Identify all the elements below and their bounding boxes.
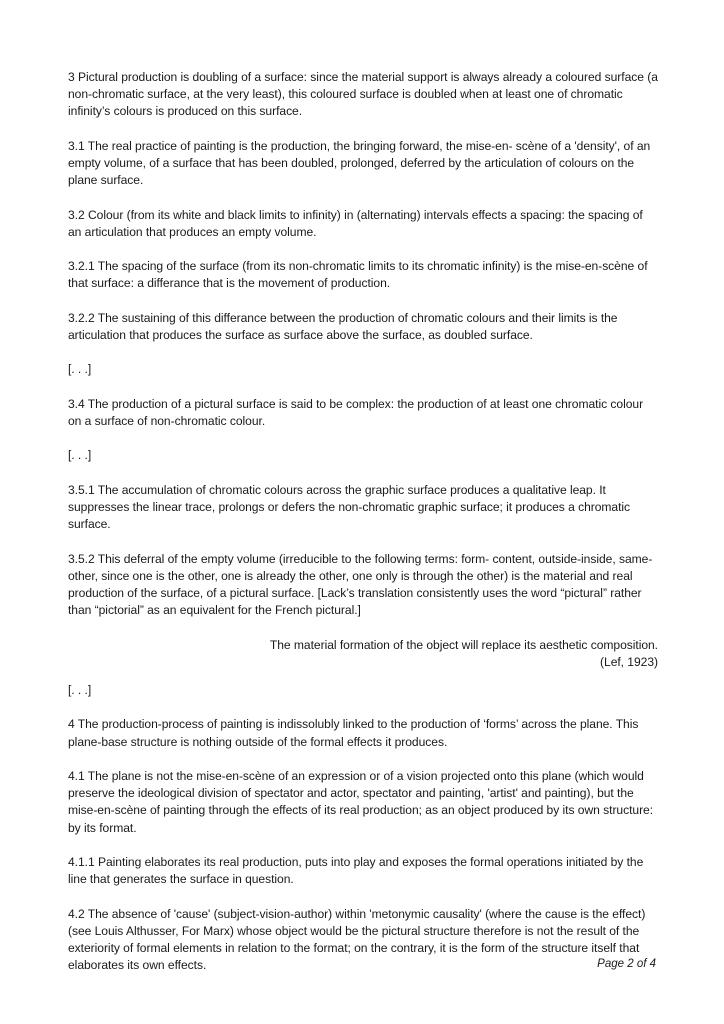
paragraph-3: 3 Pictural production is doubling of a surface: since the material support is always already a coloured surface (a non-chromatic surface, at the very least), this coloured surface is doubled when at least one of chromatic infinity’s colours is produced on this surface. (68, 70, 658, 119)
paragraph-3-2: 3.2 Colour (from its white and black limits to infinity) in (alternating) intervals effects a spacing: the spacing of an articulation that produces an empty volume. (68, 207, 643, 239)
epigraph-quote: The material formation of the object will replace its aesthetic composition. (269, 637, 658, 652)
paragraph-3-5-1: 3.5.1 The accumulation of chromatic colours across the graphic surface produces a qualitative leap. It suppresses the linear trace, prolongs or defers the non-chromatic graphic surface; it produces a chromatic surface. (68, 482, 631, 532)
ellipsis-3: [. . .] (68, 682, 92, 697)
paragraph-3-5-2: 3.5.2 This deferral of the empty volume (irreducible to the following terms: form- content, outside-inside, same-other, since one is the other, one is already the other, one only is through the other) is the material and real production of the surface, of a pictural surface. [Lack’s translation consistently uses the word “pictural” rather than “pictorial” as an equivalent for the French pictural.] (68, 551, 653, 618)
paragraph-3-2-2: 3.2.2 The sustaining of this differance between the production of chromatic colours and their limits is the articulation that produces the surface as surface above the surface, as doubled surface. (68, 310, 618, 342)
ellipsis-1: [. . .] (68, 362, 92, 377)
paragraph-4-2: 4.2 The absence of 'cause' (subject-vision-author) within 'metonymic causality' (where the cause is the effect) (see Louis Althusser, For Marx) whose object would be the pictural structure therefore is not the result of the exteriority of formal elements in relation to the format; on the contrary, it is the form of the structure itself that elaborates its own effects. (68, 906, 646, 973)
epigraph-block (68, 637, 658, 671)
paragraph-4: 4 The production-process of painting is indissolubly linked to the production of ‘forms’ across the plane. This plane-base structure is nothing outside of the formal effects it produces. (68, 717, 639, 749)
paragraph-3-4: 3.4 The production of a pictural surface is said to be complex: the production of at least one chromatic colour on a surface of non-chromatic colour. (68, 396, 644, 428)
document-body (68, 69, 658, 992)
paragraph-4-1: 4.1 The plane is not the mise-en-scène of an expression or of a vision projected onto this plane (which would preserve the ideological division of spectator and actor, spectator and painting, 'artist' and painting), but the mise-en-scène of painting through the effects of its real production; as an object produced by its own structure: by its format. (68, 768, 654, 835)
epigraph-source: (Lef, 1923) (600, 654, 658, 669)
ellipsis-2: [. . .] (68, 448, 92, 463)
page-number: Page 2 of 4 (597, 958, 656, 970)
paragraph-3-2-1: 3.2.1 The spacing of the surface (from its non-chromatic limits to its chromatic infinity) is the mise-en-scène of that surface: a differance that is the movement of production. (68, 259, 648, 291)
paragraph-4-1-1: 4.1.1 Painting elaborates its real production, puts into play and exposes the formal operations initiated by the line that generates the surface in question. (68, 854, 644, 887)
paragraph-3-1: 3.1 The real practice of painting is the production, the bringing forward, the mise-en- scène of a 'density', of an empty volume, of a surface that has been doubled, prolonged, deferred by the articulation of colours on the plane surface. (68, 138, 651, 188)
